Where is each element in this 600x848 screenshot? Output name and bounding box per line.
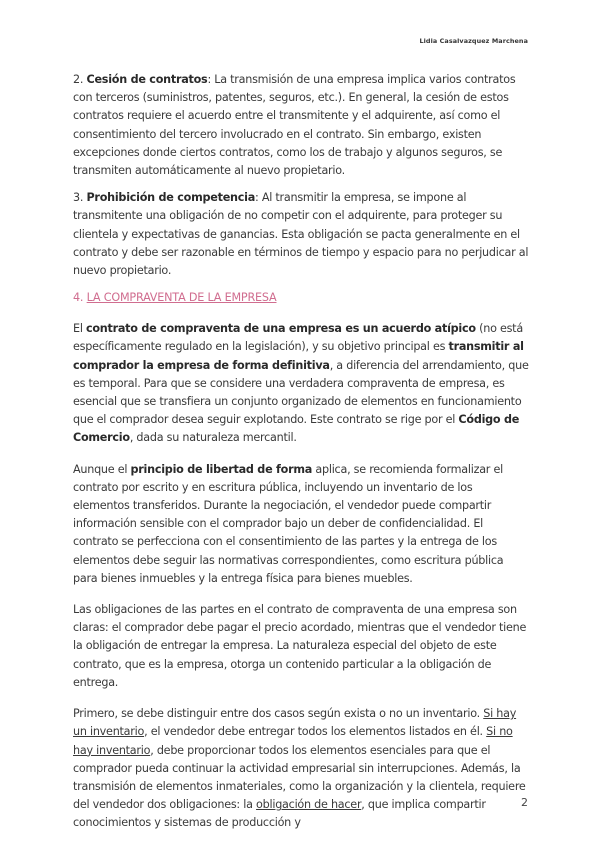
paragraph-contrato-compraventa (73, 320, 531, 447)
text-run: , el vendedor debe entregar todos los elementos listados en él. (144, 725, 487, 739)
paragraph-text: : Al transmitir la empresa, se impone al transmitente una obligación de no competir con el adquirente, para proteger su clientela y expectativas de ganancias. Esta obligación se pacta generalmente en el contrato y debe ser razonable en términos de tiempo y espacio para no perjudicar al nuevo propietario. (73, 191, 529, 278)
paragraph-cesion-contratos (73, 71, 531, 180)
item-number: 2. (73, 73, 87, 86)
header-author: Lidia Casalvazquez Marchena (419, 37, 528, 45)
text-run: , dada su naturaleza mercantil. (129, 431, 297, 445)
bold-term: Cesión de contratos (86, 73, 208, 86)
page-number: 2 (521, 796, 528, 809)
section-number: 4. (73, 291, 87, 305)
underlined-run: Si no hay inventario (73, 725, 513, 757)
text-run: El (73, 322, 86, 336)
underlined-run: Si hay un inventario (73, 707, 517, 739)
text-run: , que implica compartir conocimientos y sistemas de producción y (73, 798, 486, 830)
text-run: Primero, se debe distinguir entre dos casos según exista o no un inventario. (73, 707, 484, 721)
bold-run: contrato de compraventa de una empresa es un acuerdo atípico (85, 322, 476, 336)
section-heading (73, 289, 531, 307)
paragraph-inventario (73, 705, 531, 832)
text-run: aplica, se recomienda formalizar el contrato por escrito y en escritura pública, incluyendo un inventario de los elementos transferidos. Durante la negociación, el vendedor puede compartir información sensible con el comprador bajo un deber de confidencialidad. El contrato se perfecciona con el consentimiento de las partes y la entrega de los elementos debe seguir las normativas correspondientes, como escritura pública para bienes inmuebles y la entrega física para bienes muebles. (73, 462, 504, 585)
paragraph-libertad-forma (73, 461, 531, 588)
text-run: (no está específicamente regulado en la legislación), y su objetivo principal es (73, 322, 523, 354)
text-run: , a diferencia del arrendamiento, que es temporal. Para que se considere una verdadera compraventa de empresa, es esencial que se transfiera un conjunto organizado de elementos en funcionamiento que el comprador desea seguir explotando. Este contrato se rige por el (73, 358, 529, 427)
section-title: LA COMPRAVENTA DE LA EMPRESA (86, 291, 277, 305)
bold-run: principio de libertad de forma (130, 462, 313, 476)
paragraph-obligaciones-partes (73, 601, 531, 692)
text-run: Aunque el (73, 462, 131, 476)
bold-term: Prohibición de competencia (86, 191, 256, 205)
document-body (73, 71, 531, 842)
paragraph-prohibicion-competencia (73, 189, 531, 280)
underlined-run: obligación de hacer (256, 798, 362, 812)
item-number: 3. (73, 191, 87, 205)
paragraph-text: : La transmisión de una empresa implica varios contratos con terceros (suministros, patentes, seguros, etc.). En general, la cesión de estos contratos requiere el acuerdo entre el transmitente y el adquirente, así como el consentimiento del tercero involucrado en el contrato. Sin embargo, existen excepciones donde ciertos contratos, como los de trabajo y algunos seguros, se transmiten automáticamente al nuevo propietario. (73, 73, 516, 178)
text-run: , debe proporcionar todos los elementos esenciales para que el comprador pueda continuar la actividad empresarial sin interrupciones. Además, la transmisión de elementos inmateriales, como la organización y la clientela, requiere del vendedor dos obligaciones: la (73, 743, 526, 812)
bold-run: transmitir al comprador la empresa de forma definitiva (73, 340, 524, 372)
text-run: Las obligaciones de las partes en el contrato de compraventa de una empresa son claras: el comprador debe pagar el precio acordado, mientras que el vendedor tiene la obligación de entregar la empresa. La naturaleza especial del objeto de este contrato, que es la empresa, otorga un contenido particular a la obligación de entrega. (73, 603, 527, 689)
bold-run: Código de Comercio (73, 413, 520, 445)
